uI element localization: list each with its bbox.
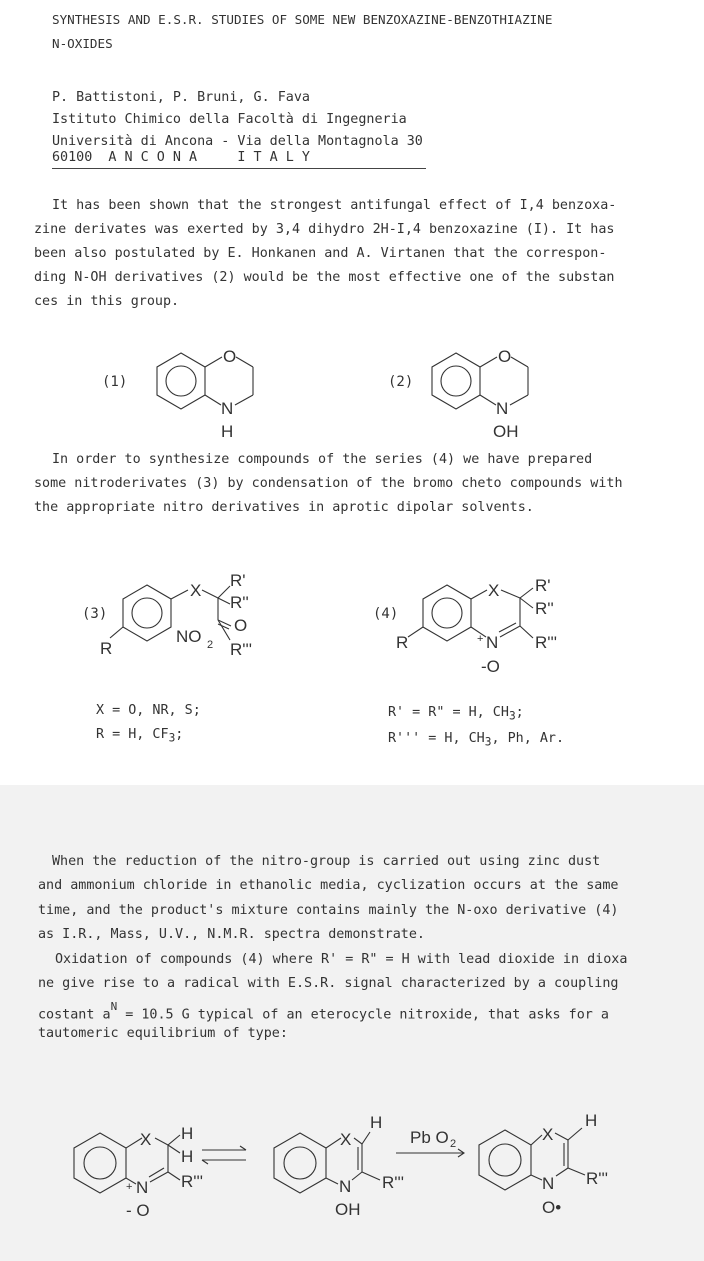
paragraph-1-line: zine derivates was exerted by 3,4 dihydro 2H-I,4 benzoxazine (I). It has: [34, 222, 615, 237]
paragraph-3-line: as I.R., Mass, U.V., N.M.R. spectra demonstrate.: [38, 927, 425, 942]
definition-r-end: ;: [175, 727, 184, 742]
atom-label: H: [370, 1113, 383, 1132]
subscript: 3: [484, 735, 492, 749]
atom-label: O: [223, 347, 237, 366]
atom-label: -O: [481, 657, 500, 676]
compound-2-structure: [388, 347, 528, 441]
substituent-label: R''': [382, 1173, 405, 1192]
substituent-label: R''': [535, 633, 558, 652]
atom-label: N: [486, 633, 499, 652]
compound-4-structure: [373, 576, 557, 676]
text: = 10.5 G typical of an eterocycle nitroxide, that asks for a: [117, 1007, 609, 1023]
substituent-label: R''': [230, 640, 253, 659]
address: Università di Ancona - Via della Montagnola 30: [52, 134, 423, 149]
atom-label: - O: [126, 1201, 150, 1220]
definition-r3-text: R''' = H, CH: [388, 731, 485, 746]
atom-label: N: [339, 1177, 352, 1196]
scheme-nitroxide-radical-structure: [479, 1111, 608, 1217]
atom-label: O•: [542, 1198, 562, 1217]
compound-label: (4): [373, 606, 399, 622]
institute: Istituto Chimico della Facoltà di Ingegneria: [52, 112, 407, 127]
oxidation-arrow: [396, 1128, 464, 1157]
nitro-label: NO: [176, 627, 202, 646]
paragraph-3-line: tautomeric equilibrium of type:: [38, 1026, 288, 1041]
city: 60100 A N C O N A I T A L Y: [52, 150, 310, 165]
paragraph-1-line: been also postulated by E. Honkanen and A. Virtanen that the correspon-: [34, 246, 607, 261]
atom-label: N: [496, 399, 509, 418]
definition-x: X = O, NR, S;: [96, 703, 201, 718]
paragraph-2-line: the appropriate nitro derivatives in aprotic dipolar solvents.: [34, 500, 534, 515]
reagent-label: Pb O: [410, 1128, 449, 1147]
compound-3-structure: [82, 571, 252, 659]
atom-label: O: [498, 347, 512, 366]
paragraph-2-line: In order to synthesize compounds of the series (4) we have prepared: [52, 452, 593, 467]
atom-label: OH: [335, 1200, 361, 1219]
definition-r12-text: R' = R" = H, CH: [388, 705, 509, 720]
charge-label: +: [477, 633, 484, 645]
atom-label: N: [542, 1174, 555, 1193]
atom-label: O: [234, 616, 248, 635]
atom-label: X: [340, 1130, 352, 1149]
substituent-label: R''': [181, 1172, 204, 1191]
atom-label: N: [136, 1178, 149, 1197]
substituent-label: R''': [586, 1169, 609, 1188]
substituent-label: R': [230, 571, 246, 590]
substituent-label: R: [100, 639, 113, 658]
definition-r12-end: ;: [515, 705, 524, 720]
superscript: N: [110, 1000, 118, 1013]
substituent-label: R'': [535, 599, 554, 618]
definition-r3-end: , Ph, Ar.: [491, 731, 565, 746]
substituent-label: R': [535, 576, 551, 595]
definition-r-text: R = H, CF: [96, 727, 169, 742]
subscript: 3: [168, 731, 176, 745]
atom-label: X: [190, 581, 202, 600]
compound-label: (1): [102, 374, 128, 390]
paragraph-1-line: It has been shown that the strongest antifungal effect of I,4 benzoxa-: [52, 198, 617, 213]
substituent-label: R: [396, 633, 409, 652]
paragraph-3-line: time, and the product's mixture contains mainly the N-oxo derivative (4): [38, 903, 619, 918]
paragraph-3-line: and ammonium chloride in ethanolic media, cyclization occurs at the same: [38, 878, 619, 893]
title-line-1: SYNTHESIS AND E.S.R. STUDIES OF SOME NEW BENZOXAZINE-BENZOTHIAZINE: [52, 12, 553, 27]
paragraph-3-line: Oxidation of compounds (4) where R' = R" = H with lead dioxide in dioxa: [55, 952, 628, 967]
compound-label: (3): [82, 606, 108, 622]
scheme-n-hydroxy-structure: [274, 1113, 404, 1219]
atom-label: OH: [493, 422, 519, 441]
paragraph-2-line: some nitroderivates (3) by condensation of the bromo cheto compounds with: [34, 476, 623, 491]
atom-label: H: [181, 1147, 194, 1166]
paragraph-1-line: ces in this group.: [34, 294, 180, 309]
compound-label: (2): [388, 374, 414, 390]
text: costant a: [38, 1007, 111, 1023]
paragraph-1-line: ding N-OH derivatives (2) would be the most effective one of the substan: [34, 270, 615, 285]
subscript: 3: [508, 709, 516, 723]
atom-label: N: [221, 399, 234, 418]
subscript: 2: [450, 1138, 457, 1150]
compound-1-structure: [102, 347, 253, 441]
atom-label: H: [221, 422, 234, 441]
authors: P. Battistoni, P. Bruni, G. Fava: [52, 90, 310, 105]
subscript: 2: [207, 639, 214, 651]
title-line-2: N-OXIDES: [52, 36, 113, 51]
atom-label: X: [542, 1125, 554, 1144]
scheme-n-oxide-structure: [74, 1124, 203, 1220]
atom-label: H: [181, 1124, 194, 1143]
paragraph-3-line: When the reduction of the nitro-group is carried out using zinc dust: [52, 854, 601, 869]
atom-label: X: [140, 1130, 152, 1149]
substituent-label: R'': [230, 593, 249, 612]
equilibrium-arrows: [202, 1146, 246, 1164]
charge-label: +: [126, 1181, 133, 1193]
atom-label: H: [585, 1111, 598, 1130]
atom-label: X: [488, 581, 500, 600]
paragraph-3-line: ne give rise to a radical with E.S.R. signal characterized by a coupling: [38, 976, 619, 991]
